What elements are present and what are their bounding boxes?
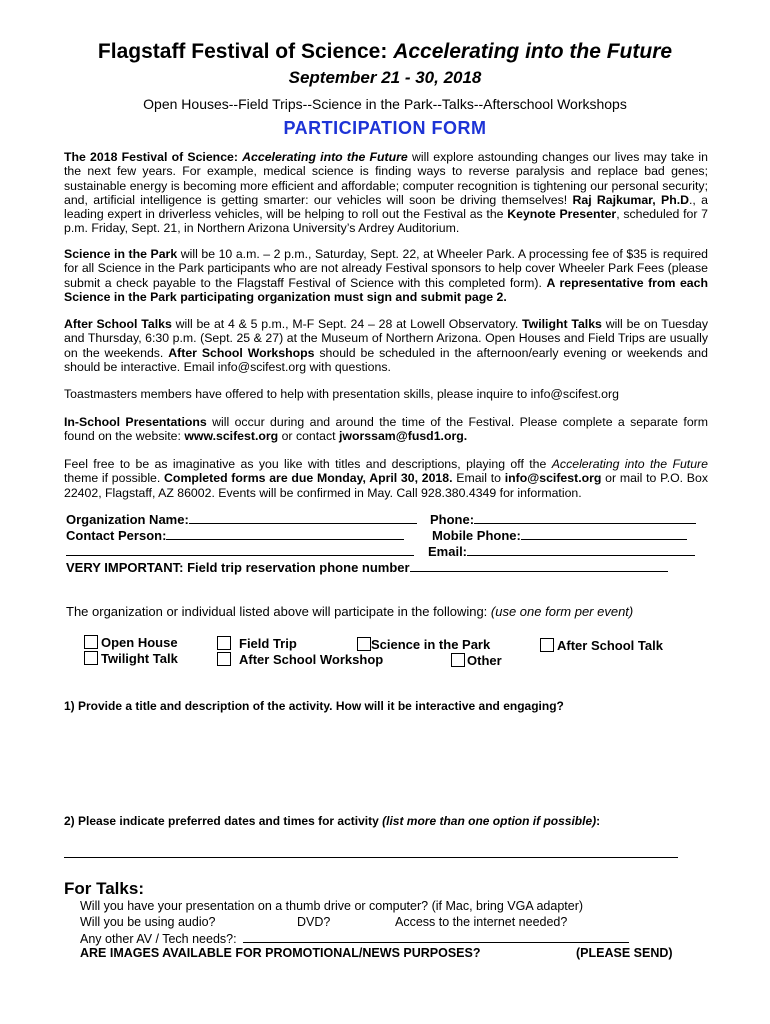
phone-line[interactable] (474, 512, 696, 524)
option-other[interactable]: Other (451, 653, 502, 668)
participation-lead: The organization or individual listed above will participate in the following: (use one form per event) (66, 604, 634, 619)
form-heading (0, 40, 770, 64)
form-title: PARTICIPATION FORM (283, 118, 487, 138)
question-1: 1) Provide a title and description of the activity. How will it be interactive and engaging? (64, 699, 564, 713)
field-trip-phone-line[interactable] (410, 560, 668, 572)
images-question: ARE IMAGES AVAILABLE FOR PROMOTIONAL/NEWS PURPOSES? (80, 946, 481, 960)
for-talks-heading: For Talks: (64, 879, 144, 898)
option-after-school-talk[interactable]: After School Talk (540, 638, 663, 653)
email-line[interactable] (467, 544, 695, 556)
option-after-school-workshop[interactable]: After School Workshop (217, 652, 383, 667)
talks-paragraph: After School Talks will be at 4 & 5 p.m., M-F Sept. 24 – 28 at Lowell Observatory. Twilight Talks will be on Tuesday and Thursday, 6:30 p.m. (Sept. 25 & 27) at the Museum of Northern Arizona. Open Houses and Field Trips are usually on the weekends. After School Workshops should be scheduled in the afternoon/early evening or weekends and should be interactive. Email info@scifest.org with questions. (64, 317, 708, 374)
science-in-the-park-checkbox[interactable] (357, 637, 371, 651)
science-park-paragraph: Science in the Park will be 10 a.m. – 2 p.m., Saturday, Sept. 22, at Wheeler Park. A processing fee of $35 is required for all Science in the Park participants who are not already Festival sponsors to help cover Wheeler Park Fees (please submit a check payable to the Flagstaff Festival of Science with this completed form). A representative from each Science in the Park participating organization must sign and submit page 2. (64, 247, 708, 304)
after-school-talk-checkbox[interactable] (540, 638, 554, 652)
mobile-phone-label: Mobile Phone: (432, 528, 521, 543)
organization-name-label: Organization Name: (66, 512, 189, 527)
submission-paragraph: Feel free to be as imaginative as you like with titles and descriptions, playing off the Accelerating into the Future theme if possible. Completed forms are due Monday, April 30, 2018. Email to info@scifest.org or mail to P.O. Box 22402, Flagstaff, AZ 86002. Events will be confirmed in May. Call 928.380.4349 for information. (64, 457, 708, 500)
question-2-answer-line[interactable] (64, 857, 678, 858)
option-field-trip[interactable]: Field Trip (217, 636, 297, 651)
event-types: Open Houses--Field Trips--Science in the Park--Talks--Afterschool Workshops (143, 96, 627, 112)
phone-field[interactable] (430, 512, 696, 527)
field-trip-phone-label: VERY IMPORTANT: Field trip reservation phone number (66, 560, 410, 575)
open-house-checkbox[interactable] (84, 635, 98, 649)
organization-name-field[interactable] (66, 512, 417, 527)
option-twilight-talk[interactable]: Twilight Talk (84, 651, 178, 666)
option-science-in-the-park[interactable]: Science in the Park (357, 637, 490, 652)
av-needs-label: Any other AV / Tech needs?: (80, 932, 237, 946)
question-1-answer-area[interactable] (64, 716, 708, 806)
dvd-question: DVD? (297, 915, 331, 929)
question-2: 2) Please indicate preferred dates and times for activity (list more than one option if possible): (64, 814, 601, 828)
field-trip-phone-field[interactable] (66, 560, 668, 575)
internet-question: Access to the internet needed? (395, 915, 568, 929)
contact-person-label: Contact Person: (66, 528, 167, 543)
festival-dates: September 21 - 30, 2018 (288, 68, 482, 87)
blank-line[interactable] (66, 544, 414, 556)
intro-paragraph: The 2018 Festival of Science: Accelerating into the Future will explore astounding changes our lives may take in the next few years. For example, medical science is finding ways to reverse paralysis and replace bad genes; sustainable energy is becoming more efficient and affordable; computer recognition is tightening our personal security; and, artificial intelligence is getting smarter: our vehicles will soon be driving themselves! Raj Rajkumar, Ph.D., a leading expert in driverless vehicles, will be helping to roll out the Festival as the Keynote Presenter, scheduled for 7 p.m. Friday, Sept. 21, in Northern Arizona University’s Ardrey Auditorium. (64, 150, 709, 236)
phone-label: Phone: (430, 512, 475, 527)
email-label: Email: (428, 544, 468, 559)
organization-name-line[interactable] (189, 512, 417, 524)
twilight-talk-checkbox[interactable] (84, 651, 98, 665)
av-needs-line[interactable] (243, 931, 629, 943)
other-checkbox[interactable] (451, 653, 465, 667)
email-field[interactable] (428, 544, 695, 559)
please-send-note: (PLEASE SEND) (576, 946, 673, 960)
in-school-paragraph: In-School Presentations will occur during and around the time of the Festival. Please complete a separate form found on the website: www.scifest.org or contact jworssam@fusd1.org. (64, 415, 708, 444)
mobile-phone-field[interactable] (432, 528, 687, 543)
contact-person-field[interactable] (66, 528, 404, 543)
after-school-workshop-checkbox[interactable] (217, 652, 231, 666)
title-main: Flagstaff Festival of Science: (97, 40, 394, 63)
audio-question: Will you be using audio? (80, 915, 216, 929)
toastmasters-paragraph: Toastmasters members have offered to help with presentation skills, please inquire to info@scifest.org (64, 387, 619, 401)
extra-line-field[interactable] (66, 544, 414, 559)
option-open-house[interactable]: Open House (84, 635, 178, 650)
contact-person-line[interactable] (166, 528, 404, 540)
title-theme: Accelerating into the Future (393, 40, 673, 63)
field-trip-checkbox[interactable] (217, 636, 231, 650)
presentation-format-question: Will you have your presentation on a thumb drive or computer? (if Mac, bring VGA adapter) (80, 899, 584, 913)
av-needs-field[interactable] (80, 931, 629, 946)
mobile-phone-line[interactable] (521, 528, 687, 540)
